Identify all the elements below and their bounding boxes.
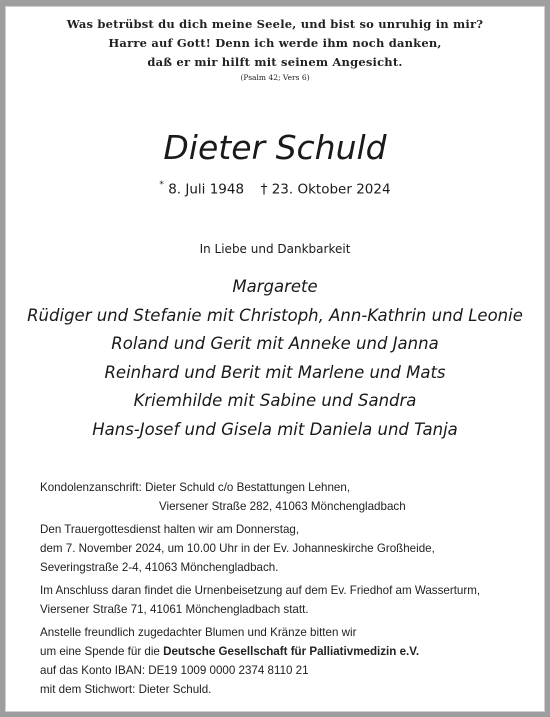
donation-info xyxy=(40,623,535,699)
condolence-line-2: Viersener Straße 282, 41063 Mönchengladbach xyxy=(159,500,406,513)
death-date: 23. Oktober 2024 xyxy=(271,181,391,198)
verse-line-1: Was betrübst du dich meine Seele, und bist so unruhig in mir? xyxy=(66,17,484,31)
burial-line-2: Viersener Straße 71, 41061 Mönchengladbach statt. xyxy=(40,603,309,616)
psalm-verse xyxy=(0,15,550,84)
donation-line-1: Anstelle freundlich zugedachter Blumen und Kränze bitten wir xyxy=(40,626,357,639)
life-dates xyxy=(0,181,550,198)
birth-symbol: * xyxy=(159,180,164,190)
verse-reference: (Psalm 42; Vers 6) xyxy=(240,73,310,82)
donation-iban: auf das Konto IBAN: DE19 1009 0000 2374 8110 21 xyxy=(40,664,309,677)
burial-line-1: Im Anschluss daran findet die Urnenbeisetzung auf dem Ev. Friedhof am Wasserturm, xyxy=(40,584,481,597)
donation-keyword: mit dem Stichwort: Dieter Schuld. xyxy=(40,683,212,696)
condolence-line-1: Dieter Schuld c/o Bestattungen Lehnen, xyxy=(145,481,351,494)
service-info xyxy=(40,520,535,577)
service-line-2: dem 7. November 2024, um 10.00 Uhr in der Ev. Johanneskirche Großheide, xyxy=(40,542,435,555)
mourner-line: Rüdiger und Stefanie mit Christoph, Ann-Kathrin und Leonie xyxy=(27,305,523,325)
condolence-label: Kondolenzanschrift: xyxy=(40,481,142,494)
mourners-list xyxy=(0,273,550,444)
mourner-line: Kriemhilde mit Sabine und Sandra xyxy=(133,391,417,410)
deceased-name: Dieter Schuld xyxy=(163,128,387,167)
verse-line-2: Harre auf Gott! Denn ich werde ihm noch danken, xyxy=(108,36,442,50)
death-symbol: † xyxy=(260,181,268,198)
service-line-1: Den Trauergottesdienst halten wir am Donnerstag, xyxy=(40,523,300,536)
mourner-line: Hans-Josef und Gisela mit Daniela und Tanja xyxy=(92,419,458,439)
service-line-3: Severingstraße 2-4, 41063 Mönchengladbach. xyxy=(40,561,279,574)
charity-name: Deutsche Gesellschaft für Palliativmedizin e.V. xyxy=(163,645,420,658)
condolence-address xyxy=(40,478,535,516)
birth-date: 8. Juli 1948 xyxy=(168,181,245,198)
mourner-line: Margarete xyxy=(232,277,318,296)
donation-line-2-prefix: um eine Spende für die xyxy=(40,645,164,658)
information-block xyxy=(40,478,535,703)
mourner-line: Reinhard und Berit mit Marlene und Mats xyxy=(104,362,446,382)
mourner-line: Roland und Gerit mit Anneke und Janna xyxy=(111,334,439,353)
verse-line-3: daß er mir hilft mit seinem Angesicht. xyxy=(147,55,403,69)
burial-info xyxy=(40,581,535,619)
intro-text: In Liebe und Dankbarkeit xyxy=(199,242,351,256)
